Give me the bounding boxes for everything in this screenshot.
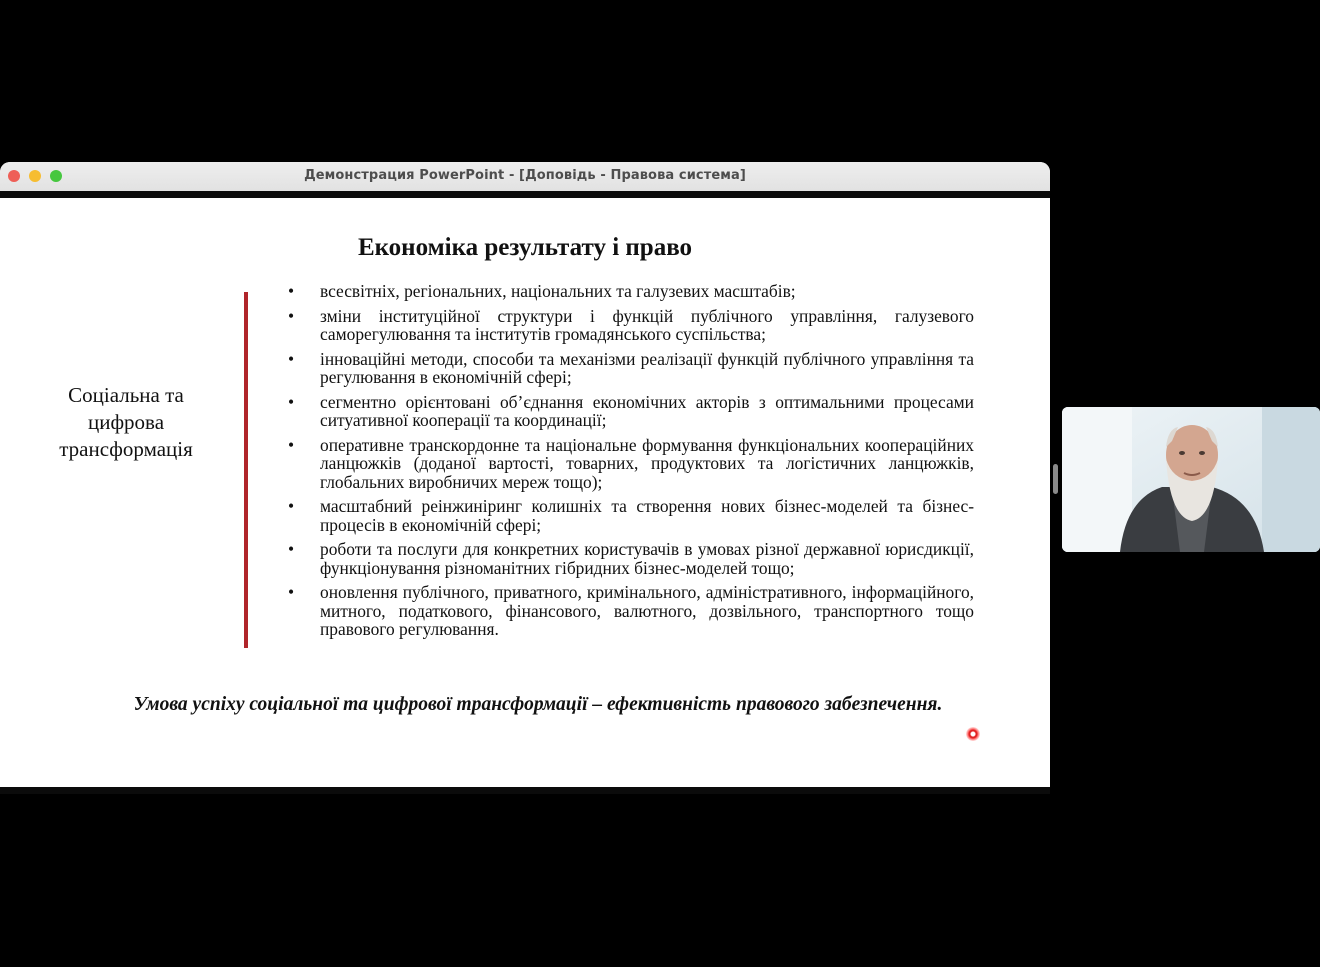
person-video-icon xyxy=(1062,407,1320,552)
bullet-item: • зміни інституційної структури і функцій публічного управління, галузевого саморегулювання та інститутів громадянського суспільства; xyxy=(288,307,974,344)
window-titlebar[interactable] xyxy=(0,162,1050,192)
bullet-item: • оновлення публічного, приватного, кримінального, адміністративного, інформаційного, митного, податкового, фінансового, валютного, дозвільного, транспортного тощо правового регулювання. xyxy=(288,583,974,639)
slide-top-band xyxy=(0,191,1050,198)
bullet-item: • всесвітніх, регіональних, національних та галузевих масштабів; xyxy=(288,282,974,301)
side-label-line: Соціальна та xyxy=(68,383,184,407)
accent-divider xyxy=(244,292,248,648)
side-label-line: цифрова xyxy=(87,410,165,434)
bullet-list xyxy=(288,282,974,645)
side-label-line: трансформація xyxy=(59,437,193,461)
slide-side-label xyxy=(40,382,212,463)
laser-pointer-icon xyxy=(966,727,980,741)
bullet-item: • роботи та послуги для конкретних користувачів в умовах різної державної юрисдикції, функціонування різноманітних гібридних бізнес-моделей тощо; xyxy=(288,540,974,577)
bullet-item: • масштабний реінжиніринг колишніх та створення нових бізнес-моделей та бізнес-процесів в економічній сфері; xyxy=(288,497,974,534)
window-title: Демонстрация PowerPoint - [Доповідь - Правова система] xyxy=(304,168,746,183)
presentation-window xyxy=(0,162,1050,794)
bullet-item: • сегментно орієнтовані об’єднання економічних акторів з оптимальними процесами ситуативної кооперації та координації; xyxy=(288,393,974,430)
bullet-item: • інноваційні методи, способи та механізми реалізації функцій публічного управління та регулювання в економічній сфері; xyxy=(288,350,974,387)
speaker-video-tile[interactable] xyxy=(1062,407,1320,552)
bullet-item: • оперативне транскордонне та національне формування функціональних коопераційних ланцюжків (доданої вартості, товарних, продуктових та логістичних ланцюжків, глобальних виробничих мереж тощо); xyxy=(288,436,974,492)
slide-title: Економіка результату і право xyxy=(357,234,693,261)
slide-conclusion: Умова успіху соціальної та цифрової трансформації – ефективність правового забезпечення. xyxy=(133,694,943,715)
resize-handle[interactable] xyxy=(1053,464,1058,494)
slide-bottom-band xyxy=(0,787,1050,794)
